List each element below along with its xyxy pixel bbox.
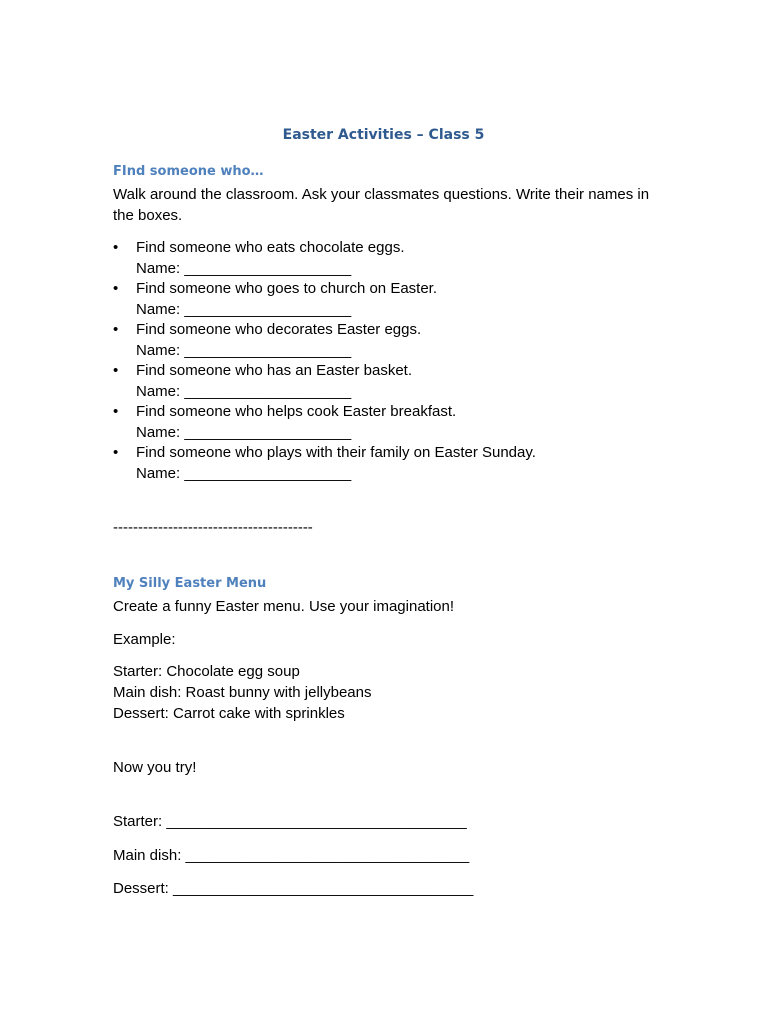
bullet-icon: •: [113, 239, 119, 256]
section-heading-silly-menu: My Silly Easter Menu: [113, 576, 267, 591]
bullet-icon: •: [113, 280, 119, 297]
main-dish-blank-line: Main dish: __________________________________: [113, 847, 470, 864]
name-blank-line: Name: ____________________: [136, 341, 352, 359]
name-blank-line: Name: ____________________: [136, 300, 352, 318]
document-page: [113, 0, 658, 1024]
list-item: [113, 279, 536, 320]
page-title: Easter Activities – Class 5: [282, 127, 485, 143]
list-item-text: Find someone who eats chocolate eggs.: [136, 239, 405, 256]
example-starter: Starter: Chocolate egg soup: [113, 663, 300, 680]
list-item: [113, 320, 536, 361]
list-item: [113, 443, 536, 484]
list-item: [113, 402, 536, 443]
list-item-text: Find someone who goes to church on Easter.: [136, 280, 438, 297]
name-blank-line: Name: ____________________: [136, 464, 352, 482]
name-blank-line: Name: ____________________: [136, 382, 352, 400]
list-item-text: Find someone who decorates Easter eggs.: [136, 321, 422, 338]
bullet-icon: •: [113, 321, 119, 338]
name-blank-line: Name: ____________________: [136, 259, 352, 277]
list-item-text: Find someone who plays with their family on Easter Sunday.: [136, 444, 536, 461]
bullet-icon: •: [113, 444, 119, 461]
find-someone-list: [113, 238, 536, 484]
bullet-icon: •: [113, 362, 119, 379]
list-item-text: Find someone who helps cook Easter breakfast.: [136, 403, 457, 420]
now-you-try-prompt: Now you try!: [113, 759, 197, 776]
section-instructions: Walk around the classroom. Ask your classmates questions. Write their names in the boxes.: [113, 186, 650, 224]
starter-blank-line: Starter: ____________________________________: [113, 813, 467, 830]
example-menu: [113, 661, 371, 724]
example-dessert: Dessert: Carrot cake with sprinkles: [113, 705, 345, 722]
list-item: [113, 238, 536, 279]
name-blank-line: Name: ____________________: [136, 423, 352, 441]
dessert-blank-line: Dessert: ____________________________________: [113, 880, 474, 897]
list-item: [113, 361, 536, 402]
example-label: Example:: [113, 631, 176, 648]
section-heading-find-someone: FInd someone who…: [113, 164, 264, 179]
example-main-dish: Main dish: Roast bunny with jellybeans: [113, 684, 372, 701]
bullet-icon: •: [113, 403, 119, 420]
list-item-text: Find someone who has an Easter basket.: [136, 362, 412, 379]
menu-instructions: Create a funny Easter menu. Use your imagination!: [113, 598, 455, 615]
section-divider: ----------------------------------------: [113, 519, 313, 536]
